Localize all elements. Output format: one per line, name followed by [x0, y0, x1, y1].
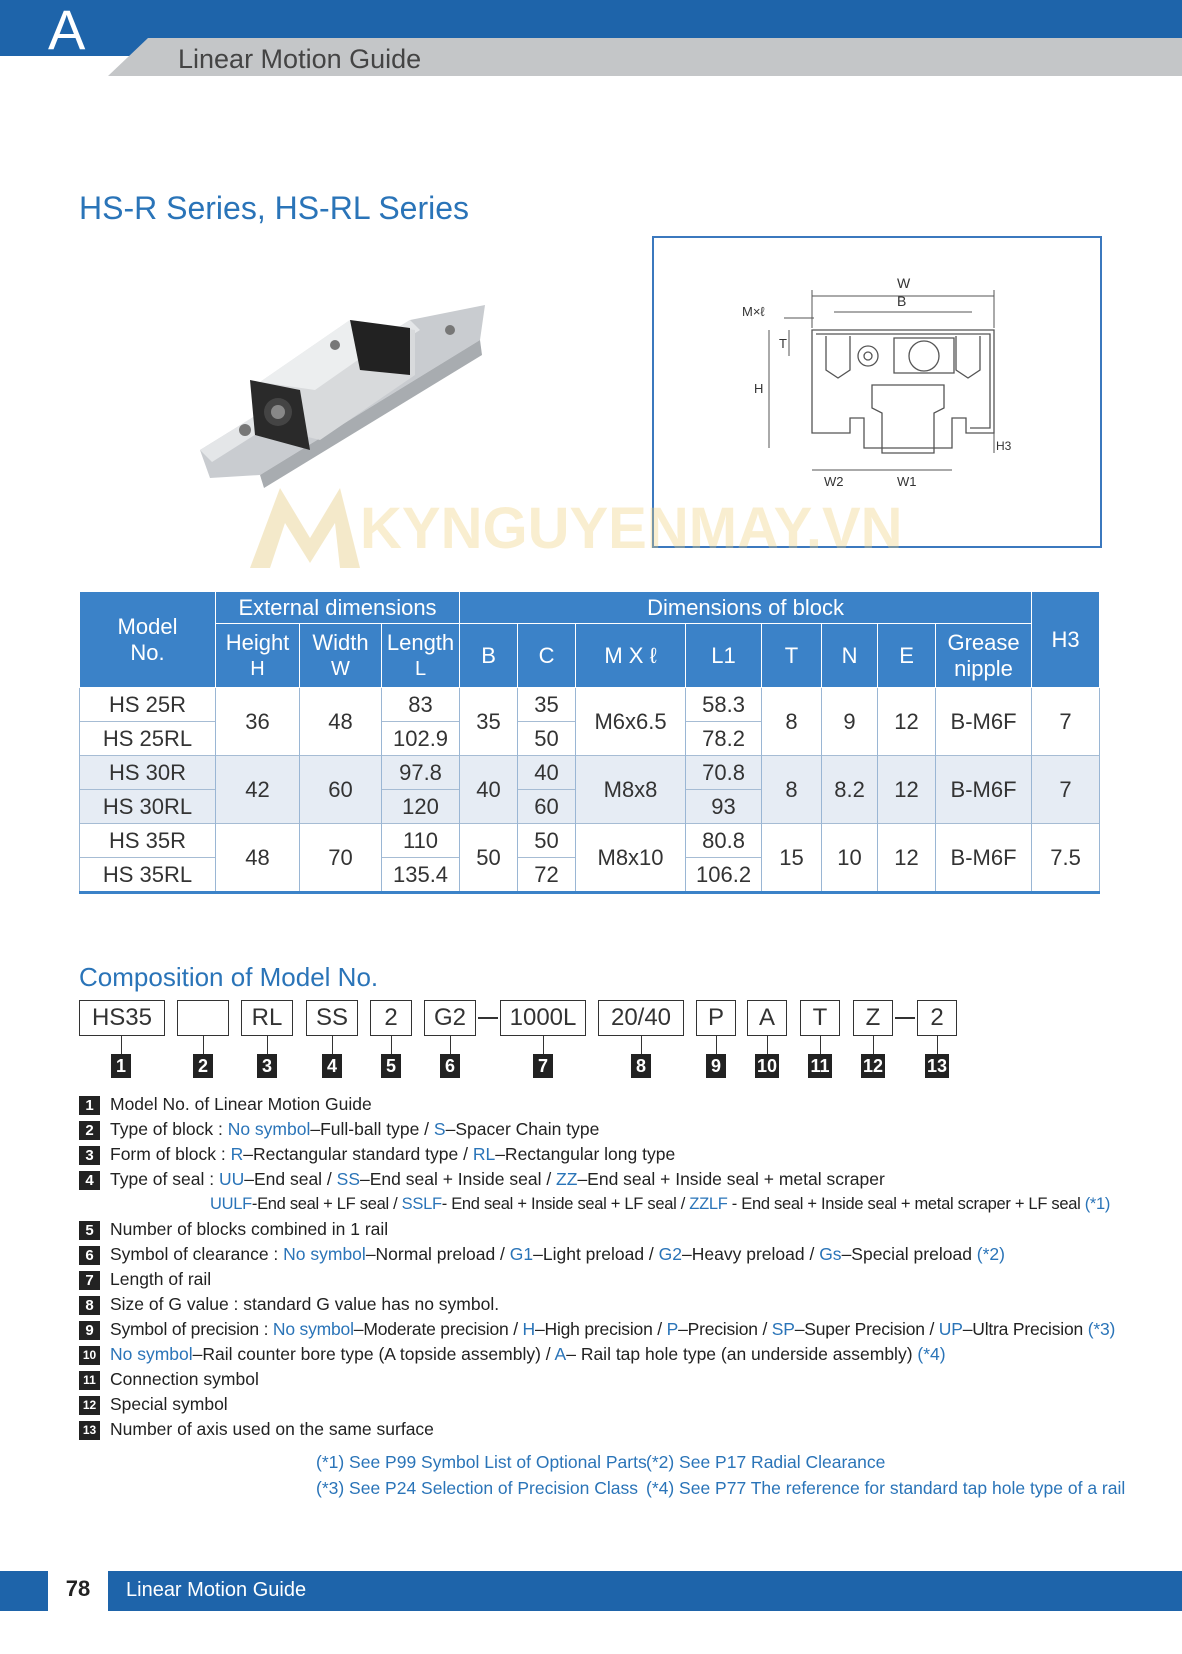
th-height [216, 624, 300, 688]
code-box: 1000L [500, 1000, 586, 1036]
footer-title: Linear Motion Guide [126, 1579, 307, 1601]
code-number: 5 [381, 1054, 401, 1078]
code-box: 2 [917, 1000, 957, 1036]
grease-cell: B-M6F [936, 824, 1032, 893]
legend-text: Form of block : [110, 1144, 231, 1164]
code-tick [121, 1036, 122, 1054]
composition-title: Composition of Model No. [79, 962, 379, 992]
code-tick [820, 1036, 821, 1054]
legend-ref: (*1) [1084, 1195, 1111, 1213]
c-cell: 60 [518, 790, 576, 824]
legend-code: UU [218, 1169, 245, 1189]
legend-number: 10 [79, 1346, 100, 1365]
legend-code: ZZ [556, 1169, 578, 1189]
legend-ref: (*2) [976, 1244, 1005, 1264]
width-cell: 48 [300, 688, 382, 756]
code-tick [873, 1036, 874, 1054]
c-cell: 50 [518, 722, 576, 756]
legend-code: SS [336, 1169, 361, 1189]
legend-code: UP [938, 1319, 963, 1339]
n-cell: 10 [822, 824, 878, 893]
b-cell: 50 [460, 824, 518, 893]
legend-text: Model No. of Linear Motion Guide [110, 1094, 372, 1114]
th-block: Dimensions of block [460, 592, 1032, 624]
h3-cell: 7 [1032, 688, 1100, 756]
code-number: 13 [926, 1056, 948, 1076]
legend-text: –Heavy preload / [682, 1244, 820, 1264]
legend-code: SP [771, 1319, 795, 1339]
code-box: A [747, 1000, 787, 1036]
legend-text: –Super Precision / [794, 1319, 939, 1339]
legend-item [79, 1394, 228, 1415]
e-cell: 12 [878, 756, 936, 824]
length-cell: 110 [382, 824, 460, 858]
legend-item [79, 1319, 1115, 1340]
legend-text: –Special preload [841, 1244, 977, 1264]
legend-text: Length of rail [110, 1269, 212, 1289]
th-h3: H3 [1032, 592, 1100, 688]
model-cell: HS 25RL [80, 722, 216, 756]
note-ref-1: (*1) See P99 Symbol List of Optional Parts [316, 1452, 647, 1472]
legend-item [79, 1244, 1005, 1265]
legend-item [79, 1294, 499, 1315]
height-cell: 36 [216, 688, 300, 756]
linear-guide-illustration [200, 300, 500, 490]
code-number: 8 [631, 1054, 651, 1078]
legend-code: No symbol [272, 1319, 354, 1339]
mxl-cell: M8x8 [576, 756, 686, 824]
page-number: 78 [65, 1576, 91, 1601]
th-height-sym: H [250, 657, 265, 680]
code-box: P [696, 1000, 736, 1036]
legend-text: –End seal / [244, 1169, 337, 1189]
n-cell: 9 [822, 688, 878, 756]
legend-code: Gs [819, 1244, 842, 1264]
t-cell: 15 [762, 824, 822, 893]
table-row [80, 688, 1100, 722]
legend-item [79, 1369, 259, 1390]
header-title: Linear Motion Guide [178, 44, 422, 74]
dim-w-label: W [897, 275, 911, 291]
dim-b-label: B [897, 293, 907, 309]
legend-number: 11 [79, 1371, 100, 1390]
code-number: 2 [193, 1054, 213, 1078]
legend-number: 2 [79, 1121, 100, 1140]
code-tick [203, 1036, 204, 1054]
th-grease: Grease nipple [936, 624, 1032, 688]
legend-item [79, 1144, 675, 1165]
legend-number: 4 [79, 1171, 100, 1190]
code-box: RL [241, 1000, 293, 1036]
code-tick [937, 1036, 938, 1054]
watermark-text: KYNGUYENMAY.VN [360, 496, 903, 561]
model-cell: HS 30RL [80, 790, 216, 824]
watermark-logo [250, 488, 360, 568]
legend-text: Size of G value : standard G value has no symbol. [110, 1294, 500, 1314]
b-cell: 35 [460, 688, 518, 756]
legend-text: –Normal preload / [365, 1244, 510, 1264]
legend-ref: (*4) [917, 1344, 946, 1364]
legend-number: 12 [79, 1396, 100, 1415]
legend-item [79, 1219, 388, 1240]
legend-item [79, 1094, 372, 1115]
legend-item [79, 1419, 434, 1440]
length-cell: 120 [382, 790, 460, 824]
th-height-label: Height [225, 629, 290, 655]
legend-text: –End seal + Inside seal / [360, 1169, 557, 1189]
th-l1: L1 [686, 624, 762, 688]
legend-code: A [554, 1344, 567, 1364]
th-t: T [762, 624, 822, 688]
l1-cell: 70.8 [686, 756, 762, 790]
dim-w1-label: W1 [897, 474, 917, 489]
legend-text: –End seal + Inside seal + metal scraper [577, 1169, 885, 1189]
dim-h-label: H [754, 381, 764, 396]
code-tick [543, 1036, 544, 1054]
legend-text: - End seal + Inside seal + LF seal / [441, 1195, 690, 1213]
dim-mxl-label: M×ℓ [742, 304, 765, 319]
height-cell: 42 [216, 756, 300, 824]
code-box: T [800, 1000, 840, 1036]
th-c: C [518, 624, 576, 688]
legend-code: No symbol [227, 1119, 311, 1139]
legend-code: No symbol [110, 1344, 193, 1364]
code-box: G2 [424, 1000, 476, 1036]
dim-t-label: T [779, 336, 787, 351]
note-ref-3: (*3) See P24 Selection of Precision Class [316, 1478, 638, 1498]
legend-text: –Rectangular long type [495, 1144, 676, 1164]
model-cell: HS 25R [80, 688, 216, 722]
length-cell: 102.9 [382, 722, 460, 756]
n-cell: 8.2 [822, 756, 878, 824]
legend-text: –Light preload / [533, 1244, 659, 1264]
dim-h3-label: H3 [996, 439, 1012, 453]
code-box: HS35 [79, 1000, 165, 1036]
code-tick [391, 1036, 392, 1054]
th-length-sym: L [414, 657, 427, 680]
th-mxl: M X ℓ [576, 624, 686, 688]
l1-cell: 78.2 [686, 722, 762, 756]
code-tick [267, 1036, 268, 1054]
t-cell: 8 [762, 756, 822, 824]
note-ref-2: (*2) See P17 Radial Clearance [646, 1452, 886, 1472]
legend-code: G2 [658, 1244, 683, 1264]
table-row [80, 756, 1100, 790]
legend-number: 9 [79, 1321, 100, 1340]
legend-text: –Ultra Precision [962, 1319, 1088, 1339]
legend-code: UULF [210, 1195, 252, 1213]
code-number: 9 [706, 1054, 726, 1078]
th-width-label: Width [312, 629, 369, 655]
legend-text: Number of axis used on the same surface [110, 1419, 434, 1439]
legend-number: 13 [79, 1421, 100, 1440]
th-e: E [878, 624, 936, 688]
legend-number: 8 [79, 1296, 100, 1315]
code-tick [641, 1036, 642, 1054]
header-bar [0, 0, 1182, 38]
model-cell: HS 35R [80, 824, 216, 858]
l1-cell: 80.8 [686, 824, 762, 858]
watermark [240, 478, 960, 578]
legend-text: Connection symbol [110, 1369, 259, 1389]
mxl-cell: M8x10 [576, 824, 686, 893]
code-number: 11 [808, 1054, 832, 1078]
code-number: 4 [322, 1054, 342, 1078]
legend-code: SSLF [401, 1195, 442, 1213]
legend-code: No symbol [283, 1244, 366, 1264]
legend-text: Type of seal : [110, 1169, 219, 1189]
th-b: B [460, 624, 518, 688]
th-width [300, 624, 382, 688]
legend-code: H [522, 1319, 535, 1339]
code-connector [478, 1017, 498, 1019]
width-cell: 70 [300, 824, 382, 893]
legend-number: 3 [79, 1146, 100, 1165]
c-cell: 35 [518, 688, 576, 722]
c-cell: 40 [518, 756, 576, 790]
length-cell: 83 [382, 688, 460, 722]
legend-text: Symbol of clearance : [110, 1244, 284, 1264]
code-tick [450, 1036, 451, 1054]
code-number: 12 [862, 1056, 884, 1076]
e-cell: 12 [878, 688, 936, 756]
c-cell: 72 [518, 858, 576, 893]
spec-table [79, 591, 1100, 894]
l1-cell: 93 [686, 790, 762, 824]
legend-text: Symbol of precision : [110, 1319, 273, 1339]
legend-text: Type of block : [110, 1119, 228, 1139]
grease-cell: B-M6F [936, 756, 1032, 824]
legend-number: 1 [79, 1096, 100, 1115]
b-cell: 40 [460, 756, 518, 824]
legend-text: –Rectangular standard type / [243, 1144, 473, 1164]
legend-text: Special symbol [110, 1394, 228, 1414]
legend-ref: (*3) [1087, 1319, 1116, 1339]
code-number: 7 [533, 1054, 553, 1078]
th-n: N [822, 624, 878, 688]
th-external: External dimensions [216, 592, 460, 624]
code-number: 3 [257, 1054, 277, 1078]
l1-cell: 106.2 [686, 858, 762, 893]
length-cell: 135.4 [382, 858, 460, 893]
legend-text: –Rail counter bore type (A topside assembly) / [192, 1344, 555, 1364]
legend-number: 5 [79, 1221, 100, 1240]
legend-item [79, 1344, 946, 1365]
width-cell: 60 [300, 756, 382, 824]
legend-code: RL [472, 1144, 496, 1164]
model-cell: HS 30R [80, 756, 216, 790]
legend-code: S [433, 1119, 446, 1139]
legend-number: 7 [79, 1271, 100, 1290]
legend-text: –Spacer Chain type [445, 1119, 600, 1139]
legend-code: P [666, 1319, 679, 1339]
code-box [177, 1000, 229, 1036]
code-number: 10 [756, 1056, 778, 1076]
th-length [382, 624, 460, 688]
code-tick [716, 1036, 717, 1054]
mxl-cell: M6x6.5 [576, 688, 686, 756]
legend-code: ZZLF [689, 1195, 728, 1213]
dim-w2-label: W2 [824, 474, 844, 489]
grease-cell: B-M6F [936, 688, 1032, 756]
series-title: HS-R Series, HS-RL Series [79, 190, 470, 226]
height-cell: 48 [216, 824, 300, 893]
code-box: 20/40 [598, 1000, 684, 1036]
length-cell: 97.8 [382, 756, 460, 790]
note-ref-4: (*4) See P77 The reference for standard tap hole type of a rail [646, 1478, 1126, 1498]
legend-item [79, 1119, 599, 1140]
code-number: 6 [440, 1054, 460, 1078]
l1-cell: 58.3 [686, 688, 762, 722]
th-width-sym: W [331, 657, 350, 680]
code-tick [767, 1036, 768, 1054]
legend-text: – Rail tap hole type (an underside assembly) [566, 1344, 918, 1364]
legend-text: -End seal + LF seal / [251, 1195, 402, 1213]
legend-text: –Moderate precision / [353, 1319, 523, 1339]
legend-number: 6 [79, 1246, 100, 1265]
h3-cell: 7.5 [1032, 824, 1100, 893]
legend-code: G1 [509, 1244, 534, 1264]
th-model: Model No. [80, 592, 216, 688]
legend-text: –Precision / [678, 1319, 772, 1339]
legend-item [79, 1269, 211, 1290]
e-cell: 12 [878, 824, 936, 893]
c-cell: 50 [518, 824, 576, 858]
code-box: 2 [370, 1000, 412, 1036]
code-tick [332, 1036, 333, 1054]
code-connector [895, 1017, 915, 1019]
h3-cell: 7 [1032, 756, 1100, 824]
t-cell: 8 [762, 688, 822, 756]
legend-text: –High precision / [534, 1319, 667, 1339]
legend-code: R [230, 1144, 244, 1164]
legend-item [210, 1195, 1110, 1214]
code-number: 1 [111, 1054, 131, 1078]
legend-item [79, 1169, 885, 1190]
legend-text: –Full-ball type / [310, 1119, 434, 1139]
table-row [80, 824, 1100, 858]
th-length-label: Length [386, 629, 455, 655]
legend-text: - End seal + Inside seal + metal scraper + LF seal [727, 1195, 1085, 1213]
code-box: SS [306, 1000, 358, 1036]
section-letter: A [48, 0, 86, 61]
model-cell: HS 35RL [80, 858, 216, 893]
code-box: Z [853, 1000, 893, 1036]
legend-text: Number of blocks combined in 1 rail [110, 1219, 389, 1239]
